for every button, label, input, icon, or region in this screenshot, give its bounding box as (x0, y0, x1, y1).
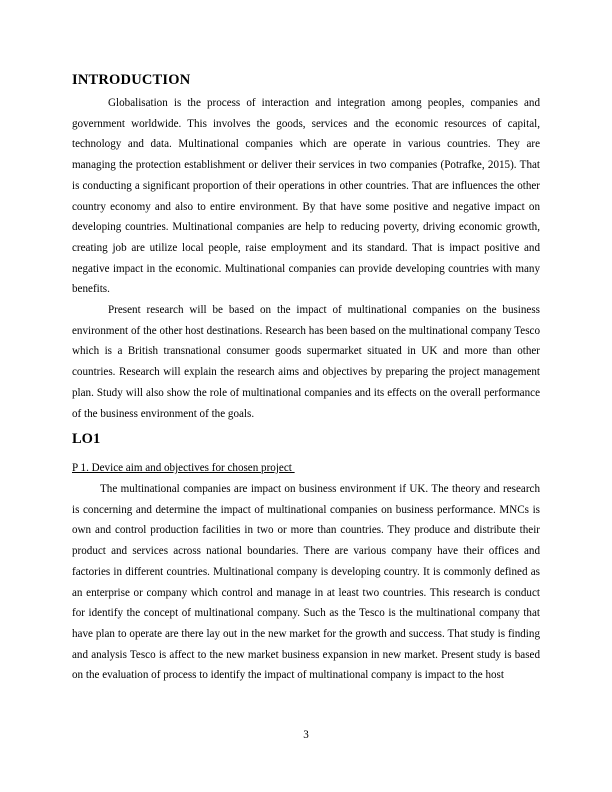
lo1-heading: LO1 (72, 431, 101, 447)
introduction-heading: INTRODUCTION (72, 72, 191, 88)
intro-paragraph-1: Globalisation is the process of interaction and integration among peoples, companies and government worldwide. This involves the goods, services and the economic resources of capital, technology and data. Multinational companies which are operate in various countries. They are managing the protection establishment or deliver their services in two companies (Potrafke, 2015). That is conducting a significant proportion of their operations in other countries. That are influences the other country economy and also to entire environment. By that have some positive and negative impact on developing countries. Multinational companies are help to reducing poverty, driving economic growth, creating job are utilize local people, raise employment and its standard. That is impact positive and negative impact in the economic. Multinational companies can provide developing countries with many benefits. (72, 97, 540, 296)
intro-paragraph-2: Present research will be based on the impact of multinational companies on the business environment of the other host destinations. Research has been based on the multinational company Tesco which is a British transnational consumer goods supermarket situated in UK and more than other countries. Research will explain the research aims and objectives by preparing the project management plan. Study will also show the role of multinational companies and its effects on the overall performance of the business environment of the goals. (72, 304, 540, 420)
p1-subheading: P 1. Device aim and objectives for chosen project (72, 462, 295, 474)
page-number: 3 (303, 729, 309, 741)
lo1-paragraph: The multinational companies are impact on business environment if UK. The theory and research is concerning and determine the impact of multinational companies on business performance. MNCs is own and control production facilities in two or more than countries. They produce and distribute their product and services across national boundaries. There are various company have their offices and factories in different countries. Multinational company is developing country. It is commonly defined as an enterprise or company which control and manage in at least two countries. This research is conduct for identify the concept of multinational company. Such as the Tesco is the multinational company that have plan to operate are there lay out in the new market for the growth and success. That study is finding and analysis Tesco is affect to the new market business expansion in new market. Present study is based on the evaluation of process to identify the impact of multinational company is impact to the host (72, 483, 540, 682)
